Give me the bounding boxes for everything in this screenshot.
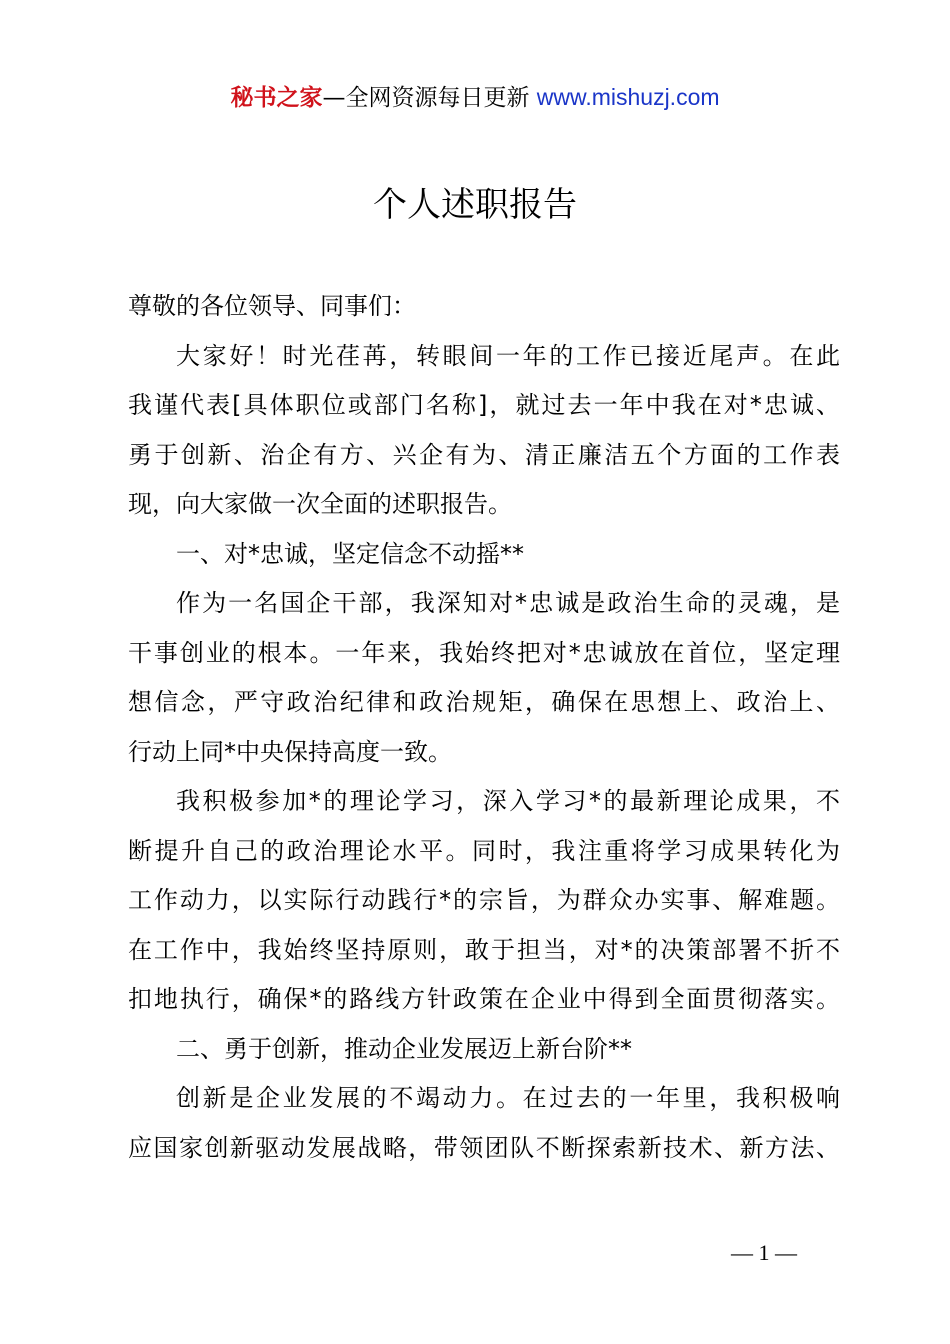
site-header [0,80,950,115]
page-number: — 1 — [731,1240,797,1265]
body-line: 工作动力，以实际行动践行*的宗旨，为群众办实事、解难题。 [128,886,840,914]
brand-name: 秘书之家 [230,85,323,111]
body-line: 扣地执行，确保*的路线方针政策在企业中得到全面贯彻落实。 [128,985,840,1013]
body-line: 勇于创新、治企有方、兴企有为、清正廉洁五个方面的工作表 [128,440,840,469]
body-line: 大家好！时光荏苒，转眼间一年的工作已接近尾声。在此 [176,341,840,370]
document-title: 个人述职报告 [373,185,577,225]
body-line: 行动上同*中央保持高度一致。 [128,737,452,766]
body-line: 应国家创新驱动发展战略，带领团队不断探索新技术、新方法、 [128,1133,840,1162]
salutation-line: 尊敬的各位领导、同事们： [128,292,416,320]
site-tagline: —全网资源每日更新 [322,85,530,111]
body-line: 作为一名国企干部，我深知对*忠诚是政治生命的灵魂，是 [176,589,840,617]
section-heading-1: 一、对*忠诚，坚定信念不动摇** [176,539,524,568]
body-line: 我谨代表[具体职位或部门名称]，就过去一年中我在对*忠诚、 [128,391,840,419]
body-line: 我积极参加*的理论学习，深入学习*的最新理论成果，不 [176,787,840,815]
section-heading-2: 二、勇于创新，推动企业发展迈上新台阶** [176,1034,632,1063]
body-line: 想信念，严守政治纪律和政治规矩，确保在思想上、政治上、 [128,688,840,716]
body-line: 干事创业的根本。一年来，我始终把对*忠诚放在首位，坚定理 [128,638,840,667]
site-url: www.mishuzj.com [536,84,720,110]
body-line: 在工作中，我始终坚持原则，敢于担当，对*的决策部署不折不 [128,935,840,964]
body-line: 创新是企业发展的不竭动力。在过去的一年里，我积极响 [176,1084,840,1112]
body-line: 现，向大家做一次全面的述职报告。 [128,490,512,518]
body-line: 断提升自己的政治理论水平。同时，我注重将学习成果转化为 [128,836,840,865]
document-body [128,282,840,1173]
